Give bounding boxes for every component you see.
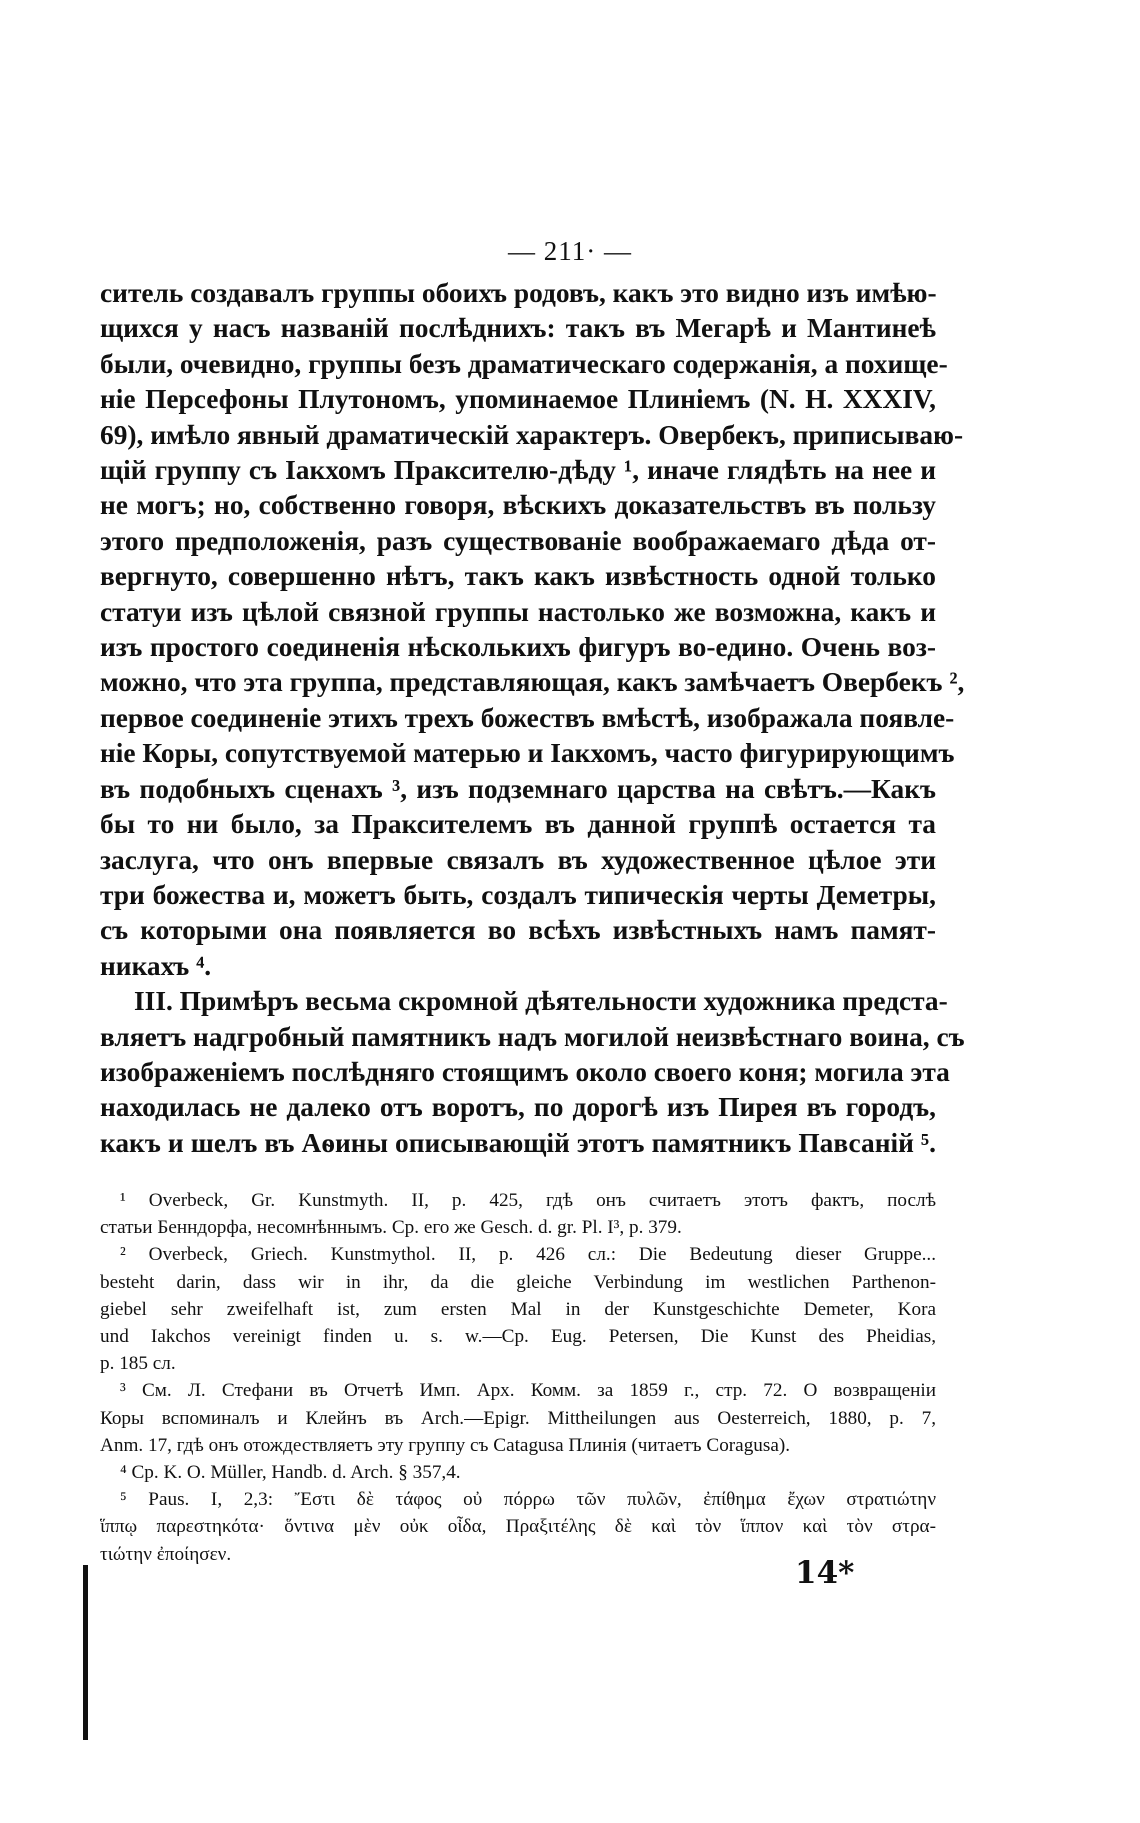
footnote-line: Коры вспоминалъ и Клейнъ въ Arch.—Epigr. Mittheilungen aus Oesterreich, 1880, p. 7, [100, 1407, 936, 1429]
text-line: бы то ни было, за Праксителемъ въ данной группѣ остается та [100, 809, 936, 840]
text-line: три божества и, можетъ быть, создалъ типическія черты Деметры, [100, 879, 936, 910]
page-number: — 211· — [508, 236, 632, 266]
text-line: вляетъ надгробный памятникъ надъ могилой неизвѣстнаго воина, съ [100, 1021, 965, 1052]
text-line: щій группу съ Іакхомъ Праксителю-дѣду ¹, иначе глядѣть на нее и [100, 455, 936, 486]
section-three-start: III. Примѣръ весьма скромной дѣятельности художника предста- [134, 986, 948, 1017]
text-line: статуи изъ цѣлой связной группы настолько же возможна, какъ и [100, 596, 936, 627]
footnotes [100, 1187, 936, 1568]
footnote-2: ² Overbeck, Griech. Kunstmythol. II, p. 426 сл.: Die Bedeutung dieser Gruppe... [120, 1244, 936, 1266]
footnote-line: τιώτην ἐποίησεν. [100, 1543, 232, 1565]
text-line: можно, что эта группа, представляющая, какъ замѣчаетъ Овербекъ ², [100, 667, 965, 698]
text-line: вергнуто, совершенно нѣтъ, такъ какъ извѣстность одной только [100, 561, 936, 592]
footnote-4: ⁴ Ср. K. O. Müller, Handb. d. Arch. § 357,4. [120, 1462, 461, 1484]
margin-rule [83, 1565, 88, 1740]
footnote-5: ⁵ Paus. I, 2,3: Ἔστι δὲ τάφος οὐ πόρρω τῶν πυλῶν, ἐπίθημα ἔχων στρατιώτην [120, 1489, 936, 1511]
footnote-line: giebel sehr zweifelhaft ist, zum ersten Mal in der Kunstgeschichte Demeter, Kora [100, 1298, 936, 1320]
text-line: не могъ; но, собственно говоря, вѣскихъ доказательствъ въ пользу [100, 490, 936, 521]
footnote-line: besteht darin, dass wir in ihr, da die gleiche Verbindung im westlichen Parthenon- [100, 1271, 936, 1293]
footnote-line: ἵππῳ παρεστηκότα· ὅντινα μὲν οὐκ οἶδα, Πραξιτέλης δὲ καὶ τὸν ἵππον καὶ τὸν στρα- [100, 1516, 936, 1538]
main-text [100, 276, 965, 1161]
footnote-line: und Iakchos vereinigt finden u. s. w.—Ср. Eug. Petersen, Die Kunst des Pheidias, [100, 1326, 936, 1348]
text-line: изъ простого соединенія нѣсколькихъ фигуръ во-едино. Очень воз- [100, 632, 936, 663]
text-line: изображеніемъ послѣдняго стоящимъ около своего коня; могила эта [100, 1056, 950, 1087]
footnote-1: ¹ Overbeck, Gr. Kunstmyth. II, p. 425, гдѣ онъ считаетъ этотъ фактъ, послѣ [120, 1190, 936, 1211]
text-line: въ подобныхъ сценахъ ³, изъ подземнаго царства на свѣтъ.—Какъ [100, 773, 936, 804]
text-line: заслуга, что онъ впервые связалъ въ художественное цѣлое эти [100, 844, 936, 875]
text-line: находилась не далеко отъ воротъ, по дорогѣ изъ Пирея въ городъ, [100, 1092, 936, 1123]
text-line: 69), имѣло явный драматическій характеръ. Овербекъ, приписываю- [100, 419, 964, 450]
text-line: никахъ ⁴. [100, 950, 212, 981]
signature-mark: 14* [795, 1555, 855, 1591]
footnote-line: p. 185 сл. [100, 1353, 176, 1375]
text-line: были, очевидно, группы безъ драматическаго содержанія, а похище- [100, 348, 948, 379]
text-line: какъ и шелъ въ Аѳины описывающій этотъ памятникъ Павсаній ⁵. [100, 1127, 936, 1158]
text-line: ситель создавалъ группы обоихъ родовъ, какъ это видно изъ имѣю- [100, 278, 937, 308]
text-line: щихся у насъ названій послѣднихъ: такъ въ Мегарѣ и Мантинеѣ [100, 313, 936, 344]
text-line: этого предположенія, разъ существованіе воображаемаго дѣда от- [100, 525, 936, 556]
text-line: ніе Коры, сопутствуемой матерью и Іакхомъ, часто фигурирующимъ [100, 738, 955, 769]
text-line: съ которыми она появляется во всѣхъ извѣстныхъ намъ памят- [100, 915, 936, 946]
text-line: первое соединеніе этихъ трехъ божествъ вмѣстѣ, изображала появле- [100, 702, 955, 733]
footnote-line: Anm. 17, гдѣ онъ отождествляетъ эту группу съ Catagusa Плинія (читаетъ Coragusa). [100, 1434, 791, 1456]
footnote-line: статьи Бенндорфа, несомнѣннымъ. Ср. его же Gesch. d. gr. Pl. I³, p. 379. [100, 1217, 682, 1239]
footnote-3: ³ См. Л. Стефани въ Отчетѣ Имп. Арх. Комм. за 1859 г., стр. 72. О возвращеніи [120, 1380, 936, 1402]
text-line: ніе Персефоны Плутономъ, упоминаемое Плиніемъ (N. H. XXXIV, [100, 384, 936, 415]
